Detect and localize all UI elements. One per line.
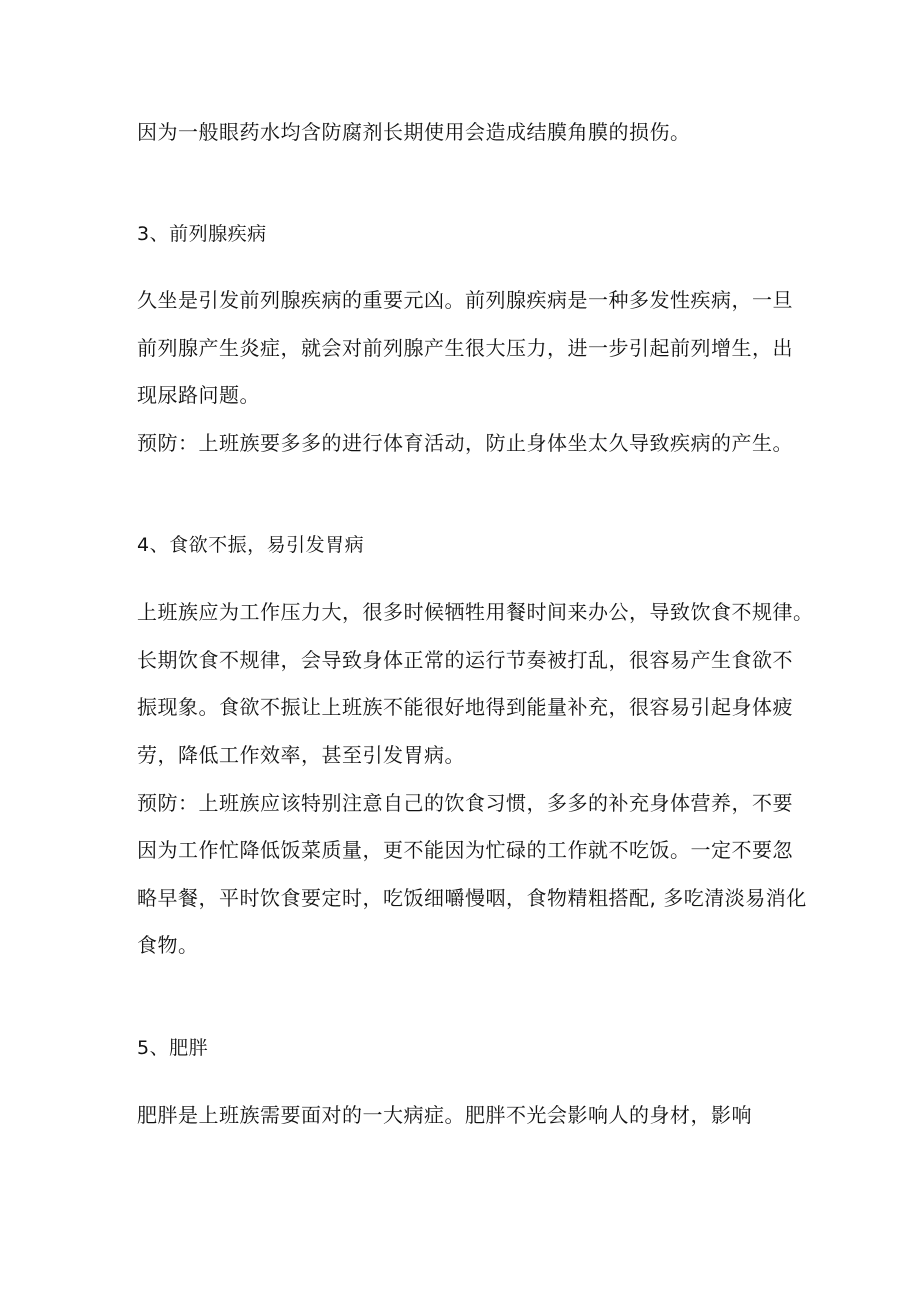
prevention-line: 预防：上班族要多多的进行体育活动，防止身体坐太久导致疾病的产生。 [137, 431, 793, 455]
section-heading-5: 5、肥胖 [137, 1037, 209, 1059]
paragraph-line: 略早餐，平时饮食要定时，吃饭细嚼慢咽，食物精粗搭配, 多吃清淡易消化 [137, 886, 807, 910]
section-heading-3: 3、前列腺疾病 [137, 223, 267, 245]
paragraph-line: 现尿路问题。 [137, 383, 260, 407]
paragraph-line: 肥胖是上班族需要面对的一大病症。肥胖不光会影响人的身材，影响 [137, 1103, 752, 1127]
paragraph-line: 劳，降低工作效率，甚至引发胃病。 [137, 743, 465, 767]
paragraph-line: 振现象。食欲不振让上班族不能很好地得到能量补充，很容易引起身体疲 [137, 695, 793, 719]
paragraph-line: 上班族应为工作压力大，很多时候牺牲用餐时间来办公，导致饮食不规律。 [137, 600, 814, 624]
paragraph-line: 食物。 [137, 933, 199, 957]
paragraph-line: 因为工作忙降低饭菜质量，更不能因为忙碌的工作就不吃饭。一定不要忽 [137, 838, 793, 862]
paragraph-line: 长期饮食不规律，会导致身体正常的运行节奏被打乱，很容易产生食欲不 [137, 648, 793, 672]
paragraph-line: 前列腺产生炎症，就会对前列腺产生很大压力，进一步引起前列增生，出 [137, 336, 793, 360]
paragraph-line: 因为一般眼药水均含防腐剂长期使用会造成结膜角膜的损伤。 [137, 120, 691, 144]
prevention-line: 预防：上班族应该特别注意自己的饮食习惯，多多的补充身体营养，不要 [137, 791, 793, 815]
section-heading-4: 4、食欲不振，易引发胃病 [137, 534, 365, 556]
paragraph-line: 久坐是引发前列腺疾病的重要元凶。前列腺疾病是一种多发性疾病，一旦 [137, 288, 793, 312]
